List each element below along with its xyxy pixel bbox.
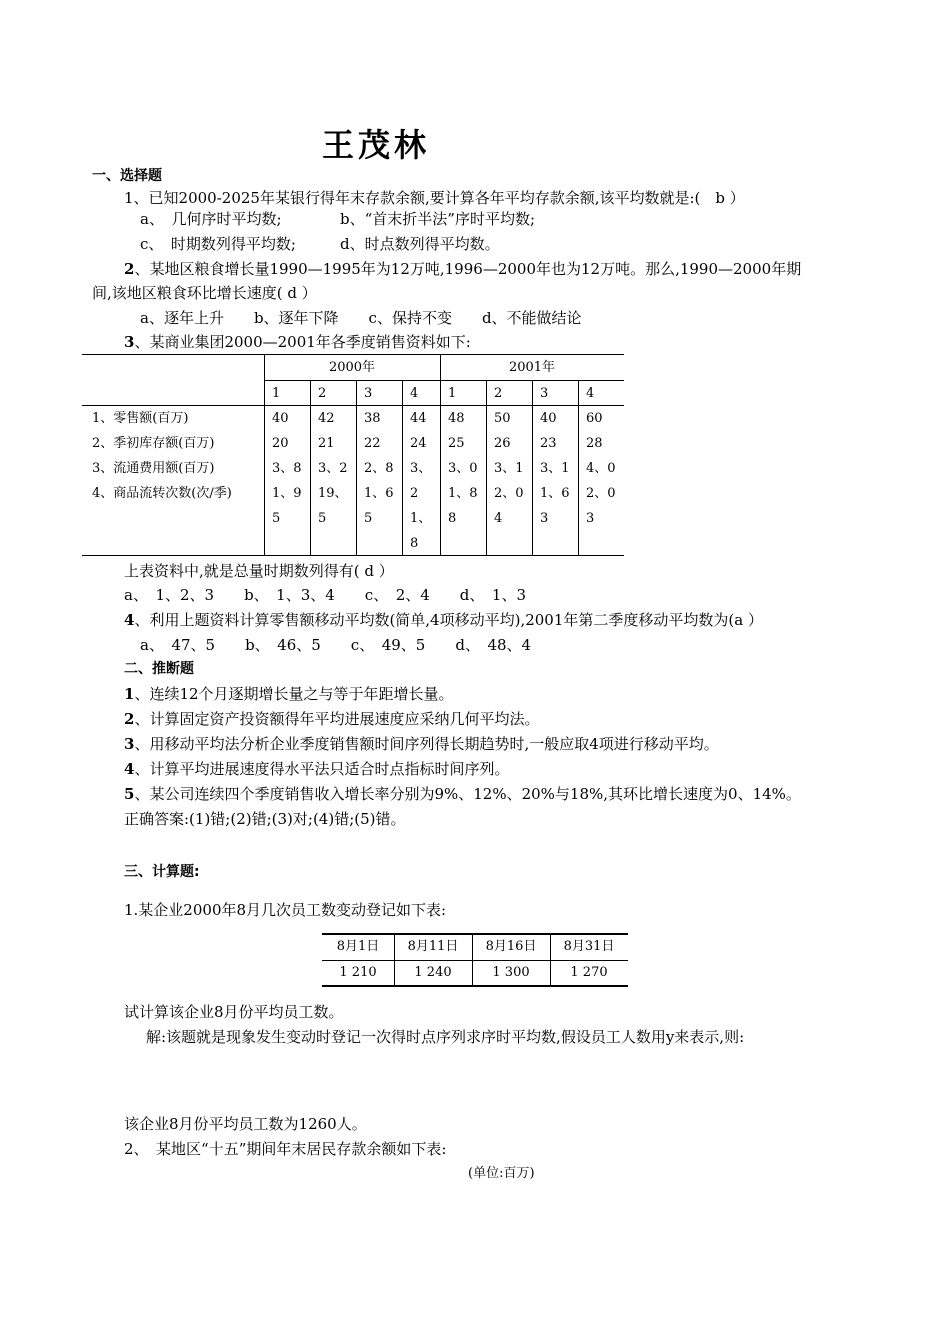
staff-date-header: 8月11日 bbox=[407, 939, 459, 954]
table-cell: 21 bbox=[318, 436, 335, 451]
table-cell: 22 bbox=[364, 436, 381, 451]
judgement-text: 、用移动平均法分析企业季度销售额时间序列得长期趋势时,一般应取4项进行移动平均。 bbox=[134, 735, 719, 753]
q2-stem-line2: 间,该地区粮食环比增长速度( d ） bbox=[92, 284, 317, 302]
judgement-number: 1 bbox=[124, 685, 135, 703]
quarter-header: 1 bbox=[448, 386, 457, 401]
table-cell: 1、6 bbox=[540, 486, 570, 501]
p1-question: 试计算该企业8月份平均员工数。 bbox=[124, 1003, 344, 1021]
q2-stem-text: 、某地区粮食增长量1990—1995年为12万吨,1996—2000年也为12万吨。那么,1990—2000年期 bbox=[134, 260, 802, 278]
row-label: 3、流通费用额(百万) bbox=[92, 461, 215, 476]
q4-stem bbox=[124, 611, 763, 629]
section-heading-choice: 一、选择题 bbox=[92, 168, 162, 184]
q2-options: a、逐年上升 b、逐年下降 c、保持不变 d、不能做结论 bbox=[140, 309, 582, 327]
quarter-header: 1 bbox=[272, 386, 281, 401]
staff-date-header: 8月1日 bbox=[336, 939, 380, 954]
table-cell: 24 bbox=[410, 436, 427, 451]
table-cell: 2 bbox=[410, 486, 419, 501]
table-cell: 3、0 bbox=[448, 461, 478, 476]
table-cell: 2、8 bbox=[364, 461, 394, 476]
table-cell: 2、0 bbox=[586, 486, 616, 501]
judgement-item bbox=[124, 760, 509, 778]
staff-count-cell: 1 240 bbox=[414, 965, 452, 980]
p1-stem: 1.某企业2000年8月几次员工数变动登记如下表: bbox=[124, 901, 447, 919]
table-cell: 28 bbox=[586, 436, 603, 451]
table-cell: 3 bbox=[586, 511, 595, 526]
table-year-2000: 2000年 bbox=[328, 360, 376, 375]
quarter-header: 3 bbox=[364, 386, 373, 401]
table-cell: 48 bbox=[448, 411, 465, 426]
q1-option-c: c、 时期数列得平均数; bbox=[140, 235, 296, 253]
staff-count-cell: 1 210 bbox=[339, 965, 377, 980]
table-cell: 4、0 bbox=[586, 461, 616, 476]
table-cell: 3、8 bbox=[272, 461, 302, 476]
quarter-header: 4 bbox=[410, 386, 419, 401]
table-cell: 3 bbox=[540, 511, 549, 526]
quarter-header: 2 bbox=[494, 386, 503, 401]
table-cell: 3、2 bbox=[318, 461, 348, 476]
q1-option-a: a、 几何序时平均数; bbox=[140, 210, 282, 228]
table-cell: 8 bbox=[448, 511, 457, 526]
table-cell: 38 bbox=[364, 411, 381, 426]
table-cell: 26 bbox=[494, 436, 511, 451]
judgement-number: 3 bbox=[124, 735, 135, 753]
table-cell: 19、 bbox=[318, 486, 348, 501]
row-label: 4、商品流转次数(次/季) bbox=[92, 486, 232, 501]
q1-option-b: b、“首末折半法”序时平均数; bbox=[340, 210, 535, 228]
staff-count-cell: 1 300 bbox=[492, 965, 530, 980]
judgement-answer: 正确答案:(1)错;(2)错;(3)对;(4)错;(5)错。 bbox=[124, 810, 406, 828]
row-label: 1、零售额(百万) bbox=[92, 411, 189, 426]
page-title: 王茂林 bbox=[322, 126, 431, 164]
judgement-item bbox=[124, 735, 719, 753]
q3-options: a、 1、2、3 b、 1、3、4 c、 2、4 d、 1、3 bbox=[124, 586, 526, 604]
table-cell: 1、8 bbox=[448, 486, 478, 501]
judgement-item bbox=[124, 685, 454, 703]
table-cell: 5 bbox=[272, 511, 281, 526]
table-cell: 3、 bbox=[410, 461, 432, 476]
table-cell: 40 bbox=[272, 411, 289, 426]
table-year-2001: 2001年 bbox=[508, 360, 556, 375]
table-cell: 2、0 bbox=[494, 486, 524, 501]
p1-solution: 解:该题就是现象发生变动时登记一次得时点序列求序时平均数,假设员工人数用y来表示,则: bbox=[146, 1028, 745, 1046]
q3-stem bbox=[124, 333, 471, 351]
section-heading-calculation: 三、计算题: bbox=[124, 864, 200, 880]
row-label: 2、季初库存额(百万) bbox=[92, 436, 215, 451]
judgement-item bbox=[124, 785, 801, 803]
table-cell: 44 bbox=[410, 411, 427, 426]
quarter-header: 2 bbox=[318, 386, 327, 401]
p2-unit: (单位:百万) bbox=[468, 1166, 535, 1181]
table-cell: 5 bbox=[364, 511, 373, 526]
table-cell: 1、9 bbox=[272, 486, 302, 501]
q3-answer: 上表资料中,就是总量时期数列得有( d ） bbox=[124, 562, 394, 580]
table-cell: 4 bbox=[494, 511, 503, 526]
section-heading-judgement: 二、推断题 bbox=[124, 661, 194, 677]
table-cell: 50 bbox=[494, 411, 511, 426]
judgement-number: 2 bbox=[124, 710, 135, 728]
p1-result: 该企业8月份平均员工数为1260人。 bbox=[124, 1115, 367, 1133]
table-cell: 60 bbox=[586, 411, 603, 426]
table-cell: 8 bbox=[410, 536, 419, 551]
table-cell: 23 bbox=[540, 436, 557, 451]
q2-number: 2 bbox=[124, 260, 135, 278]
judgement-text: 、计算固定资产投资额得年平均进展速度应采纳几何平均法。 bbox=[134, 710, 540, 728]
staff-date-header: 8月31日 bbox=[563, 939, 615, 954]
table-cell: 1、6 bbox=[364, 486, 394, 501]
q4-stem-text: 、利用上题资料计算零售额移动平均数(简单,4项移动平均),2001年第二季度移动平均数为(a ） bbox=[134, 611, 763, 629]
judgement-item bbox=[124, 710, 539, 728]
q3-number: 3 bbox=[124, 333, 135, 351]
judgement-number: 5 bbox=[124, 785, 135, 803]
q4-options: a、 47、5 b、 46、5 c、 49、5 d、 48、4 bbox=[140, 636, 532, 654]
judgement-text: 、某公司连续四个季度销售收入增长率分别为9%、12%、20%与18%,其环比增长速度为0、14%。 bbox=[134, 785, 801, 803]
table-cell: 25 bbox=[448, 436, 465, 451]
quarter-header: 3 bbox=[540, 386, 549, 401]
staff-date-header: 8月16日 bbox=[485, 939, 537, 954]
table-cell: 5 bbox=[318, 511, 327, 526]
table-cell: 1、 bbox=[410, 511, 432, 526]
table-cell: 20 bbox=[272, 436, 289, 451]
q1-stem: 1、已知2000-2025年某银行得年末存款余额,要计算各年平均存款余额,该平均数就是:( b ） bbox=[124, 189, 745, 207]
q2-stem-line1 bbox=[124, 260, 801, 278]
quarter-header: 4 bbox=[586, 386, 595, 401]
q3-stem-text: 、某商业集团2000—2001年各季度销售资料如下: bbox=[134, 333, 471, 351]
table-cell: 3、1 bbox=[494, 461, 524, 476]
table-cell: 42 bbox=[318, 411, 335, 426]
staff-count-cell: 1 270 bbox=[570, 965, 608, 980]
judgement-number: 4 bbox=[124, 760, 135, 778]
q1-option-d: d、时点数列得平均数。 bbox=[340, 235, 500, 253]
p2-stem: 2、 某地区“十五”期间年末居民存款余额如下表: bbox=[124, 1140, 447, 1158]
judgement-text: 、连续12个月逐期增长量之与等于年距增长量。 bbox=[134, 685, 454, 703]
table-cell: 3、1 bbox=[540, 461, 570, 476]
table-cell: 40 bbox=[540, 411, 557, 426]
q4-number: 4 bbox=[124, 611, 135, 629]
judgement-text: 、计算平均进展速度得水平法只适合时点指标时间序列。 bbox=[134, 760, 510, 778]
